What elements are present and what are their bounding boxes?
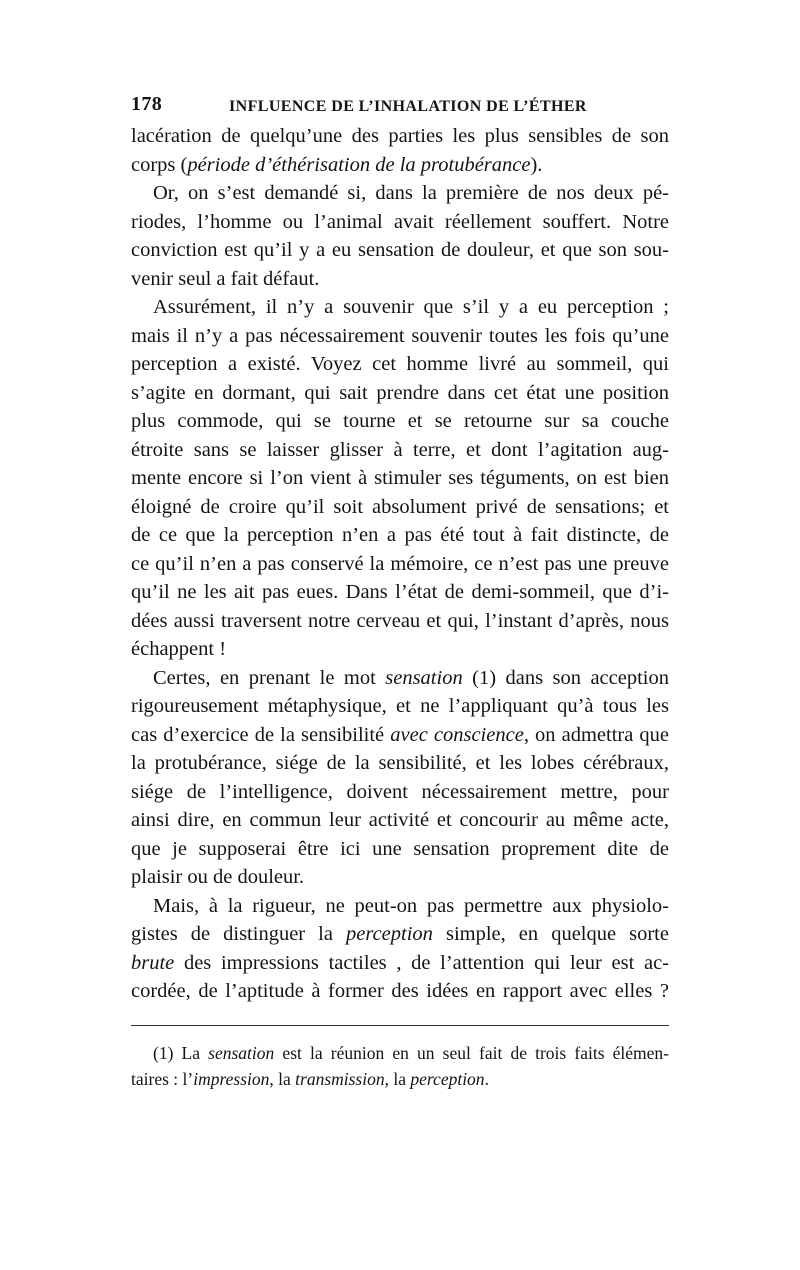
text-segment-italic: impression (193, 1069, 270, 1089)
text-segment-italic: transmission (295, 1069, 385, 1089)
text-line (131, 322, 669, 351)
text-segment: qu’il ne les ait pas eues. Dans l’état de demi-sommeil, que d’i- (131, 581, 669, 603)
text-segment: taires : l’ (131, 1069, 194, 1089)
text-segment: Certes, en prenant le mot (153, 666, 386, 689)
main-text (131, 122, 669, 1006)
running-header (131, 93, 669, 121)
text-line (131, 664, 669, 693)
text-line (131, 407, 669, 436)
text-segment: la protubérance, siége de la sensibilité, et les lobes cérébraux, (131, 752, 669, 774)
text-segment: conviction est qu’il y a eu sensation de douleur, et que son sou- (131, 239, 669, 261)
text-segment: venir seul a fait défaut. (131, 267, 320, 290)
text-segment: éloigné de croire qu’il soit absolument privé de sensations; et (131, 495, 669, 518)
text-segment: étroite sans se laisser glisser à terre, et dont l’agitation aug- (131, 438, 669, 461)
text-line (131, 863, 669, 892)
text-line (131, 236, 669, 265)
text-segment-italic: avec conscience (390, 723, 524, 746)
text-segment: (1) La (153, 1043, 209, 1063)
text-line (131, 350, 669, 379)
text-line (131, 179, 669, 208)
text-segment: lacération de quelqu’une des parties les plus sensibles de son (131, 125, 669, 147)
text-segment: ce qu’il n’en a pas conservé la mémoire, ce n’est pas une preuve (131, 552, 669, 575)
text-line (131, 607, 669, 636)
text-line (131, 550, 669, 579)
text-segment-italic: perception (410, 1069, 485, 1089)
text-line (131, 521, 669, 550)
text-segment: ainsi dire, en commun leur activité et concourir au même acte, (131, 809, 669, 831)
text-segment: siége de l’intelligence, doivent nécessairement mettre, pour (131, 780, 669, 803)
text-line (131, 493, 669, 522)
footnote-line (131, 1040, 669, 1066)
text-segment: plus commode, qui se tourne et se retourne sur sa couche (131, 410, 669, 432)
text-segment: (1) dans son acception (462, 666, 669, 689)
text-segment: ). (530, 153, 543, 176)
text-segment: de ce que la perception n’en a pas été tout à fait distincte, de (131, 524, 669, 546)
text-line (131, 379, 669, 408)
text-line (131, 122, 669, 151)
text-line (131, 635, 669, 664)
text-segment: Or, on s’est demandé si, dans la première de nos deux pé- (153, 182, 669, 204)
text-line (131, 977, 669, 1006)
running-title: INFLUENCE DE L’INHALATION DE L’ÉTHER (229, 98, 587, 115)
text-segment: Assurément, il n’y a souvenir que s’il y a eu perception ; (153, 296, 669, 318)
page-number: 178 (131, 93, 163, 115)
text-line (131, 265, 669, 294)
text-segment: des impressions tactiles , de l’attention qui leur est ac- (174, 951, 669, 974)
text-segment: que je supposerai être ici une sensation proprement dite de (131, 837, 669, 860)
text-segment-italic: sensation (208, 1043, 275, 1063)
text-segment-italic: sensation (385, 666, 463, 689)
text-segment: perception a existé. Voyez cet homme livré au sommeil, qui (131, 353, 669, 375)
text-segment: rigoureusement métaphysique, et ne l’appliquant qu’à tous les (131, 695, 669, 717)
text-line (131, 920, 669, 949)
text-line (131, 151, 669, 180)
text-line (131, 749, 669, 778)
text-line (131, 892, 669, 921)
text-line (131, 464, 669, 493)
text-line (131, 293, 669, 322)
text-segment: , la (384, 1069, 411, 1089)
text-segment: riodes, l’homme ou l’animal avait réellement souffert. Notre (131, 210, 669, 233)
footnote-separator (131, 1025, 669, 1026)
text-segment: plaisir ou de douleur. (131, 866, 305, 888)
footnote-line (131, 1066, 669, 1092)
text-segment: Mais, à la rigueur, ne peut-on pas permettre aux physiolo- (153, 894, 669, 917)
text-segment: , on admettra que (523, 723, 670, 746)
text-segment: dées aussi traversent notre cerveau et qui, l’instant d’après, nous (131, 609, 669, 632)
text-segment: , la (269, 1069, 296, 1089)
text-line (131, 692, 669, 721)
text-line (131, 778, 669, 807)
footnotes (131, 1040, 669, 1092)
text-segment: est la réunion en un seul fait de trois faits élémen- (274, 1043, 669, 1063)
text-segment: corps ( (131, 153, 188, 176)
text-segment: mente encore si l’on vient à stimuler ses téguments, on est bien (131, 467, 669, 489)
text-line (131, 578, 669, 607)
text-segment: mais il n’y a pas nécessairement souvenir toutes les fois qu’une (131, 324, 669, 347)
text-segment-italic: brute (131, 951, 175, 974)
text-segment-italic: période d’éthérisation de la protubérance (187, 153, 531, 176)
text-line (131, 721, 669, 750)
text-segment: gistes de distinguer la (131, 923, 347, 945)
text-line (131, 806, 669, 835)
text-line (131, 436, 669, 465)
text-segment: . (484, 1069, 489, 1089)
text-segment: s’agite en dormant, qui sait prendre dans cet état une position (131, 381, 669, 404)
text-segment: cordée, de l’aptitude à former des idées en rapport avec elles ? (131, 980, 669, 1002)
text-segment: cas d’exercice de la sensibilité (131, 723, 391, 746)
text-line (131, 835, 669, 864)
text-segment-italic: perception (346, 923, 433, 945)
text-line (131, 208, 669, 237)
text-line (131, 949, 669, 978)
text-segment: simple, en quelque sorte (432, 923, 669, 945)
text-segment: échappent ! (131, 638, 227, 660)
